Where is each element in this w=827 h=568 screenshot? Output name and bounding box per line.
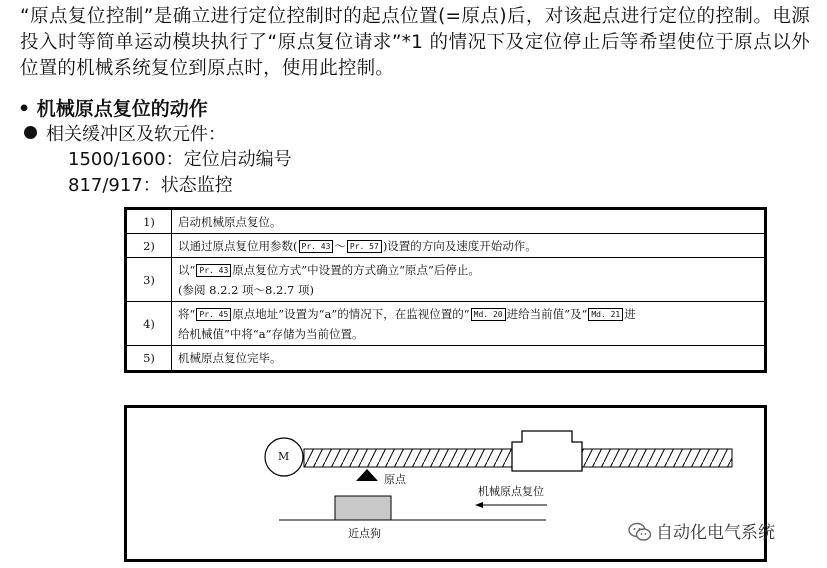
step-number: 4) [126,302,172,346]
parameter-box: Pr. 43 [299,240,334,253]
table-row [126,234,766,258]
section-title: • 机械原点复位的动作 [18,98,208,120]
parameter-box: Pr. 45 [196,308,231,321]
worktable-icon [512,431,582,471]
buffer-line-start-number: 1500/1600：定位启动编号 [68,149,292,170]
step-number: 5) [126,346,172,372]
near-point-dog-label: 近点狗 [348,527,381,540]
watermark [628,518,775,547]
operation-steps-table [124,207,767,373]
step-number: 3) [126,258,172,302]
step-text: 机械原点复位完毕。 [172,346,766,372]
origin-label: 原点 [384,473,406,486]
table-row [126,302,766,346]
near-point-dog-icon [335,496,391,520]
homing-direction-label: 机械原点复位 [478,485,544,498]
step-text: 将“ Pr. 45 原点地址”设置为“a”的情况下，在监视位置的“ Md. 20 进给当前值”及“ Md. 21 进 给机械值”中将“a”存储为当前位置。 [172,302,766,346]
table-row [126,258,766,302]
bullet-dot-icon [24,126,37,139]
step-text: 启动机械原点复位。 [172,209,766,234]
related-devices-bullet [24,123,226,147]
step-number: 1) [126,209,172,234]
return-direction-arrow-icon [475,502,547,508]
origin-marker-icon [356,469,378,481]
intro-paragraph: “原点复位控制”是确立进行定位控制时的起点位置(=原点)后，对该起点进行定位的控制。电源投入时等简单运动模块执行了“原点复位请求”*1 的情况下及定位停止后等希望使位于原点以外位置的机械系统复位到原点时，使用此控制。 [20,6,810,79]
step-text: 以“ Pr. 43 原点复位方式”中设置的方式确立“原点”后停止。 (参阅 8.2.2 项～8.2.7 项) [172,258,766,302]
step-text: 以通过原点复位用参数( Pr. 43 ～ Pr. 57 )设置的方向及速度开始动作。 [172,234,766,258]
parameter-box: Md. 20 [471,308,506,321]
parameter-box: Md. 21 [588,308,623,321]
table-row [126,209,766,234]
related-devices-label: 相关缓冲区及软元件： [46,124,226,145]
watermark-text: 自动化电气系统 [656,523,775,543]
parameter-box: Pr. 43 [196,264,231,277]
buffer-line-status-monitor: 817/917：状态监控 [68,175,233,196]
motor-label: M [278,450,290,463]
step-number: 2) [126,234,172,258]
table-row [126,346,766,372]
wechat-icon [628,522,652,547]
parameter-box: Pr. 57 [347,240,382,253]
